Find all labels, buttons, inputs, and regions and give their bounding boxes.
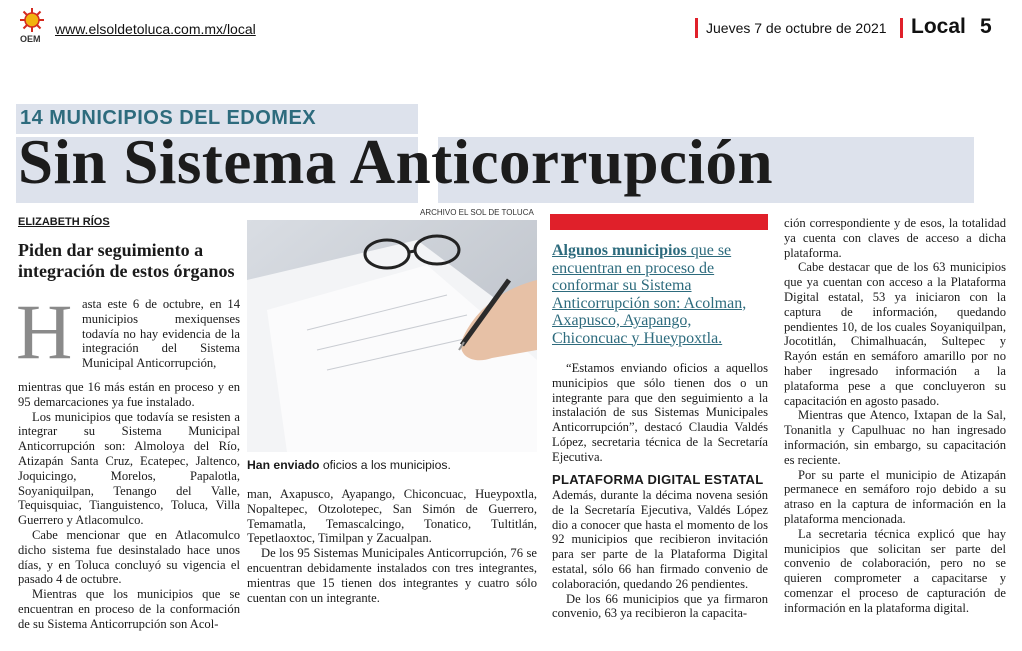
photo-caption: [247, 458, 537, 472]
drop-cap: H: [16, 288, 73, 375]
paragraph: De los 95 Sistemas Municipales Anticorrupción, 76 se encuentran debidamente instalados con tres integrantes, mientras que 15 tienen dos integrantes y cuatro sólo cuentan con un integrante.: [247, 546, 537, 605]
paragraph: Mientras que los municipios que se encuentran en proceso de la conformación de su Sistema Anticorrupción son Acol-: [18, 587, 240, 631]
paragraph: “Estamos enviando oficios a aquellos municipios que sólo tienen dos o un integrante para que den seguimiento a la instalación de sus Sistemas Municipales Anticorrupción”, destacó Claudia Valdés López, secretaria técnica de la Secretaría Ejecutiva.: [552, 361, 768, 464]
lead-text: asta este 6 de octubre, en 14 municipios mexiquenses todavía no hay evidencia de la integración del Sistema Municipal Anticorrupción,: [82, 297, 240, 371]
column-4: [784, 216, 1006, 616]
caption-bold: Han enviado: [247, 458, 320, 472]
paragraph: Mientras que Atenco, Ixtapan de la Sal, Tonanitla y Capulhuac no han ingresado información, sin embargo, su capacitación es reciente.: [784, 408, 1006, 467]
paragraph: man, Axapusco, Ayapango, Chiconcuac, Hueypoxtla, Nopaltepec, Otzolotepec, San Simón de Guerrero, Temamatla, Temascalcingo, Tonatico, Tultitlán, Tepetlaoxtoc, Timilpan y Zacualpan.: [247, 487, 537, 546]
sun-logo-icon: [14, 6, 50, 46]
paragraph: mientras que 16 más están en proceso y en 95 demarcaciones ya fue instalado.: [18, 380, 240, 409]
pull-quote-text: que se encuentran en proceso de conformar su Sistema Anticorrupción son: Acolman, Axapusco, Ayapango, Chiconcuac y Hueypoxtla.: [552, 242, 747, 347]
section-name: Local: [911, 15, 966, 38]
column-3: [552, 488, 768, 621]
pull-quote-bold: Algunos municipios: [552, 242, 687, 259]
paragraph: Cabe mencionar que en Atlacomulco dicho sistema fue desinstalado hace unos días, y en Toluca concluyó su vigencia el pasado 4 de octubre.: [18, 527, 240, 587]
byline: ELIZABETH RÍOS: [18, 216, 110, 228]
lead-paragraph: [82, 297, 240, 371]
logo-text: OEM: [20, 34, 41, 44]
column-1: [18, 380, 240, 632]
paragraph: De los 66 municipios que ya firmaron convenio, 63 ya recibieron la capacita-: [552, 591, 768, 621]
paragraph: Además, durante la décima novena sesión de la Secretaría Ejecutiva, Valdés López dio a conocer que hasta el momento de los 92 municipios que recibieron invitación para ser parte de la Plataforma Digital estatal, sólo 66 han firmado convenio de colaboración, quedando 26 pendientes.: [552, 488, 768, 591]
dek: Piden dar seguimiento a integración de estos órganos: [18, 240, 235, 281]
section-divider: [900, 18, 903, 38]
article-photo: [247, 220, 537, 452]
section-url-link[interactable]: www.elsoldetoluca.com.mx/local: [55, 21, 256, 37]
paragraph: La secretaria técnica explicó que hay municipios que solicitan ser parte del convenio de colaboración, pero no se quieren comprometer a capacitarse y comenzar el proceso de capturación de información en la plataforma digital.: [784, 526, 1006, 615]
pull-quote-bar: [550, 214, 768, 230]
caption-text: oficios a los municipios.: [319, 458, 451, 472]
paragraph: Cabe destacar que de los 63 municipios que ya cuentan con acceso a la Plataforma Digital estatal, 53 ya iniciaron con la captura de información, quedando pendientes 10, de los cuales Soyaniquilpan, Jocotitlán, Chimalhuacán, Sultepec y Rayón están en semáforo amarillo por no haber ingresado información a la plataforma pese a que concluyeron su capacitación en agosto pasado.: [784, 260, 1006, 408]
paragraph: Los municipios que todavía se resisten a integrar su Sistema Municipal Anticorrupción son: Almoloya del Río, Atizapán Santa Cruz, Ecatepec, Jaltenco, Joquicingo, Morelos, Papalotla, Soyaniquilpan, Tenango del Valle, Tequisquiac, Tianguistenco, Toluca, Villa Guerrero y Atlacomulco.: [18, 409, 240, 528]
paragraph: ción correspondiente y de esos, la totalidad ya cuenta con claves de acceso a dicha plataforma.: [784, 216, 1006, 260]
date-divider: [695, 18, 698, 38]
pull-quote: [552, 242, 768, 347]
column-2: [247, 487, 537, 605]
photo-credit: ARCHIVO EL SOL DE TOLUCA: [420, 208, 534, 217]
quote-paragraph: [552, 361, 768, 465]
headline: Sin Sistema Anticorrupción: [18, 127, 774, 197]
page-number: 5: [980, 15, 992, 38]
kicker: 14 MUNICIPIOS DEL EDOMEX: [20, 107, 317, 129]
issue-date: Jueves 7 de octubre de 2021: [706, 20, 887, 36]
subhead: PLATAFORMA DIGITAL ESTATAL: [552, 472, 764, 487]
paragraph: Por su parte el municipio de Atizapán permanece en semáforo rojo debido a su atraso en la captura de información en la plataforma mencionada.: [784, 467, 1006, 526]
